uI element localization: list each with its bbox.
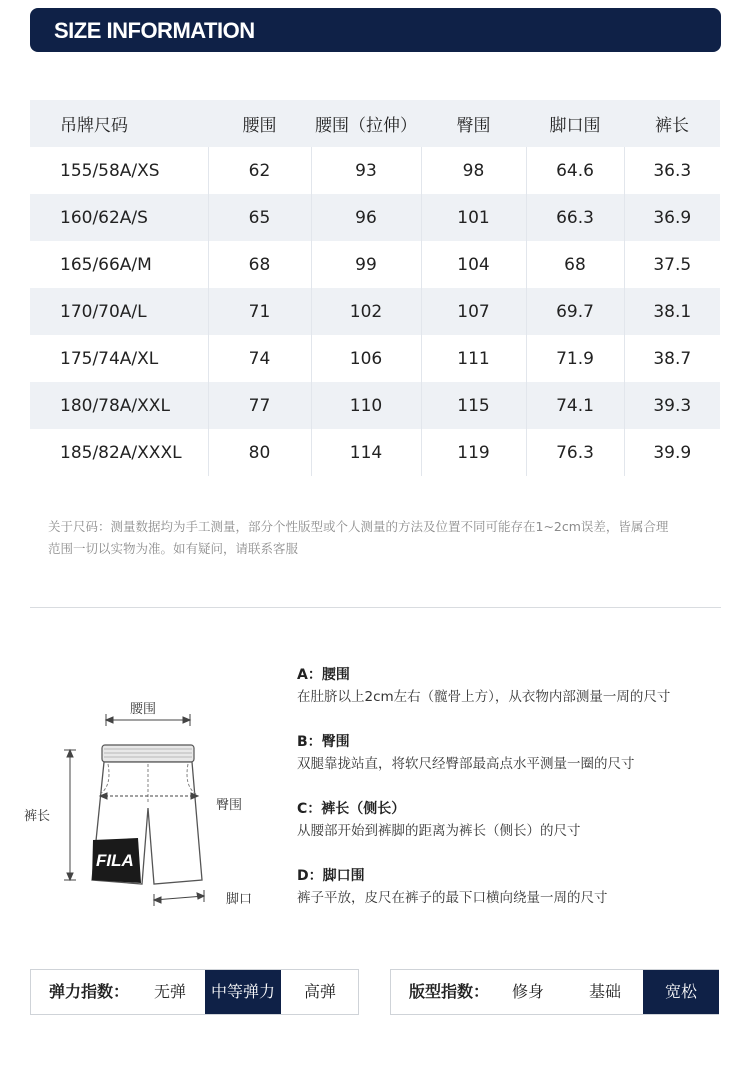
waist-cell: 62 xyxy=(208,147,311,194)
shorts-measurement-diagram xyxy=(20,690,270,920)
length-cell: 36.9 xyxy=(624,194,720,241)
column-header-tag-size: 吊牌尺码 xyxy=(60,116,128,136)
fit-option-regular: 基础 xyxy=(588,982,621,1001)
column-header-hip: 臀围 xyxy=(456,116,491,136)
hip-cell: 101 xyxy=(421,194,526,241)
hem-cell: 69.7 xyxy=(526,288,624,335)
table-row xyxy=(30,241,720,288)
size-cell: 165/66A/M xyxy=(60,254,152,275)
note-line-2: 范围一切以实物为准。如有疑问，请联系客服 xyxy=(48,541,299,556)
elasticity-label: 弹力指数： xyxy=(49,982,130,1001)
hip-cell: 107 xyxy=(421,288,526,335)
column-header-waist: 腰围 xyxy=(242,116,277,136)
waist-cell: 80 xyxy=(208,429,311,476)
measure-desc: 裤子平放，皮尺在裤子的最下口横向绕量一周的尺寸 xyxy=(297,890,608,906)
diagram-hem-label: 脚口 xyxy=(226,892,253,907)
table-row xyxy=(30,382,720,429)
length-arrow xyxy=(64,750,76,880)
hip-cell: 98 xyxy=(421,147,526,194)
length-cell: 39.9 xyxy=(624,429,720,476)
length-cell: 38.7 xyxy=(624,335,720,382)
table-row xyxy=(30,194,720,241)
elasticity-option-medium: 中等弹力 xyxy=(205,970,281,1014)
waist-stretched-cell: 110 xyxy=(311,382,421,429)
column-header-waist-stretched: 腰围（拉伸） xyxy=(315,116,417,136)
waist-cell: 74 xyxy=(208,335,311,382)
hem-cell: 64.6 xyxy=(526,147,624,194)
measure-title: C：裤长（侧长） xyxy=(297,801,406,817)
hem-cell: 68 xyxy=(526,241,624,288)
elasticity-index xyxy=(30,969,359,1015)
waist-stretched-cell: 102 xyxy=(311,288,421,335)
column-header-length: 裤长 xyxy=(655,116,689,136)
waist-stretched-cell: 93 xyxy=(311,147,421,194)
hem-cell: 71.9 xyxy=(526,335,624,382)
elasticity-option-none: 无弹 xyxy=(153,982,186,1001)
size-info-header xyxy=(30,8,721,52)
hip-cell: 111 xyxy=(421,335,526,382)
measure-desc: 从腰部开始到裤脚的距离为裤长（侧长）的尺寸 xyxy=(297,823,581,839)
size-cell: 160/62A/S xyxy=(60,207,148,228)
fit-option-loose: 宽松 xyxy=(643,970,719,1014)
hem-cell: 74.1 xyxy=(526,382,624,429)
measure-desc: 在肚脐以上2cm左右（髋骨上方），从衣物内部测量一周的尺寸 xyxy=(297,689,671,705)
hem-cell: 76.3 xyxy=(526,429,624,476)
diagram-hip-label: 臀围 xyxy=(216,798,243,813)
length-cell: 38.1 xyxy=(624,288,720,335)
waist-cell: 68 xyxy=(208,241,311,288)
waist-cell: 65 xyxy=(208,194,311,241)
measure-title: D：脚口围 xyxy=(297,868,365,884)
diagram-waist-label: 腰围 xyxy=(130,702,157,717)
waist-stretched-cell: 114 xyxy=(311,429,421,476)
waist-stretched-cell: 99 xyxy=(311,241,421,288)
hip-cell: 104 xyxy=(421,241,526,288)
size-cell: 185/82A/XXXL xyxy=(60,442,182,463)
measure-item-hip xyxy=(297,731,727,798)
table-row xyxy=(30,429,720,476)
hem-cell: 66.3 xyxy=(526,194,624,241)
column-header-hem: 脚口围 xyxy=(549,116,601,136)
note-line-1: 关于尺码：测量数据均为手工测量，部分个性版型或个人测量的方法及位置不同可能存在1~2cm误差，皆属合理 xyxy=(48,519,669,534)
elasticity-option-high: 高弹 xyxy=(303,982,336,1001)
diagram-length-label: 裤长 xyxy=(24,809,51,824)
size-info-title: SIZE INFORMATION xyxy=(54,18,255,43)
measure-item-waist xyxy=(297,664,727,731)
size-cell: 170/70A/L xyxy=(60,301,147,322)
measure-item-length xyxy=(297,798,727,865)
measure-title: B：臀围 xyxy=(297,734,350,750)
table-row xyxy=(30,335,720,382)
waist-cell: 71 xyxy=(208,288,311,335)
size-cell: 155/58A/XS xyxy=(60,160,160,181)
fit-label: 版型指数： xyxy=(409,982,490,1001)
measurement-instructions xyxy=(297,664,727,932)
table-row xyxy=(30,147,720,194)
waist-stretched-cell: 96 xyxy=(311,194,421,241)
length-cell: 39.3 xyxy=(624,382,720,429)
hip-cell: 119 xyxy=(421,429,526,476)
fila-logo: FILA xyxy=(96,851,134,870)
table-header-row xyxy=(30,100,720,147)
size-cell: 180/78A/XXL xyxy=(60,395,170,416)
measure-title: A：腰围 xyxy=(297,667,350,683)
table-row xyxy=(30,288,720,335)
length-cell: 36.3 xyxy=(624,147,720,194)
fit-option-slim: 修身 xyxy=(511,982,544,1001)
section-divider xyxy=(30,607,721,608)
fit-index xyxy=(390,969,719,1015)
waist-cell: 77 xyxy=(208,382,311,429)
measure-desc: 双腿靠拢站直，将软尺经臀部最高点水平测量一圈的尺寸 xyxy=(297,756,635,772)
size-disclaimer-note xyxy=(48,516,718,560)
measure-item-hem xyxy=(297,865,727,932)
waistband-shape xyxy=(102,745,194,762)
size-table xyxy=(30,100,720,476)
length-cell: 37.5 xyxy=(624,241,720,288)
hem-arrow xyxy=(154,890,204,906)
hip-cell: 115 xyxy=(421,382,526,429)
size-cell: 175/74A/XL xyxy=(60,348,159,369)
waist-stretched-cell: 106 xyxy=(311,335,421,382)
